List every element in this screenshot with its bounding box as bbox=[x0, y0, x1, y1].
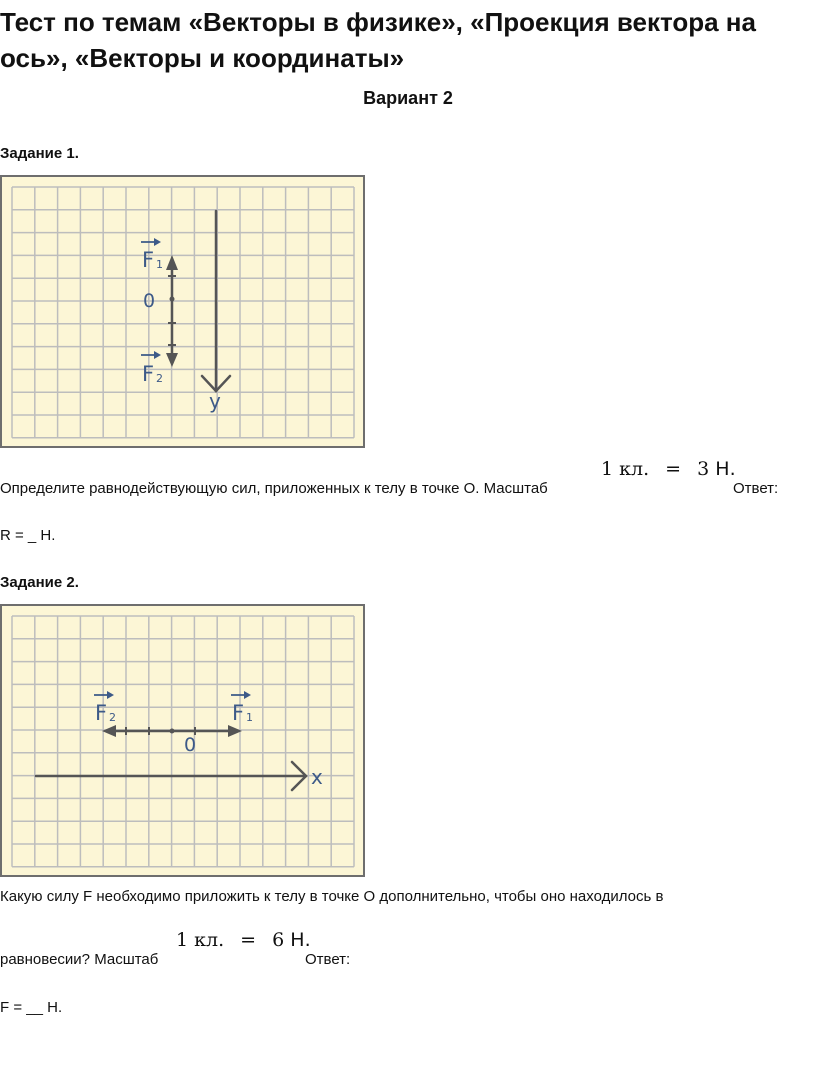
task2-question-line1: Какую силу F необходимо приложить к телу в точке О дополнительно, чтобы оно находилось в bbox=[0, 888, 664, 905]
task1-grid-frame bbox=[1, 176, 364, 447]
task2-heading: Задание 2. bbox=[0, 574, 79, 591]
task1-scale-eq: = bbox=[665, 458, 682, 480]
task2-f1-subscript: 1 bbox=[246, 711, 253, 724]
task1-scale-num: 3 bbox=[697, 458, 710, 480]
variant-heading: Вариант 2 bbox=[363, 88, 453, 108]
task2-grid-frame bbox=[1, 605, 364, 876]
task2-answer-label: Ответ: bbox=[305, 951, 351, 968]
task1-origin-label: 0 bbox=[143, 290, 156, 312]
task2-scale-num: 6 bbox=[272, 929, 285, 951]
task2-f2-subscript: 2 bbox=[109, 711, 116, 724]
task1-heading: Задание 1. bbox=[0, 145, 79, 162]
task1-f2-subscript: 2 bbox=[156, 372, 163, 385]
task1-figure bbox=[0, 175, 366, 449]
task2-f2-letter: F bbox=[95, 701, 108, 725]
page-title: Тест по темам «Векторы в физике», «Проекция вектора на ось», «Векторы и координаты» bbox=[0, 7, 756, 73]
task1-axis-label: y bbox=[209, 389, 221, 413]
task2-scale-eq: = bbox=[240, 929, 257, 951]
task1-f1-letter: F bbox=[142, 248, 155, 272]
task2-question-line2: равновесии? Масштаб bbox=[0, 951, 159, 968]
task2-f1-letter: F bbox=[232, 701, 245, 725]
task2-scale-formula bbox=[176, 929, 311, 951]
task1-f1-subscript: 1 bbox=[156, 258, 163, 271]
task2-scale-lhs: 1 кл. bbox=[176, 929, 225, 951]
task1-answer-label: Ответ: bbox=[733, 480, 779, 497]
task1-scale-lhs: 1 кл. bbox=[601, 458, 650, 480]
task1-scale-unit: Н. bbox=[715, 458, 736, 480]
task2-figure bbox=[0, 604, 366, 878]
task2-axis-label: x bbox=[311, 765, 323, 789]
task1-answer-line: R = _ Н. bbox=[0, 527, 56, 544]
task1-question: Определите равнодействующую сил, приложенных к телу в точке О. Масштаб bbox=[0, 480, 548, 497]
task1-origin-point bbox=[170, 297, 175, 302]
task2-scale-unit: Н. bbox=[290, 929, 311, 951]
task2-answer-line: F = __ Н. bbox=[0, 999, 63, 1016]
task1-scale-formula bbox=[601, 458, 736, 480]
task2-origin-point bbox=[170, 729, 175, 734]
task2-origin-label: 0 bbox=[184, 734, 197, 756]
task1-f2-letter: F bbox=[142, 362, 155, 386]
